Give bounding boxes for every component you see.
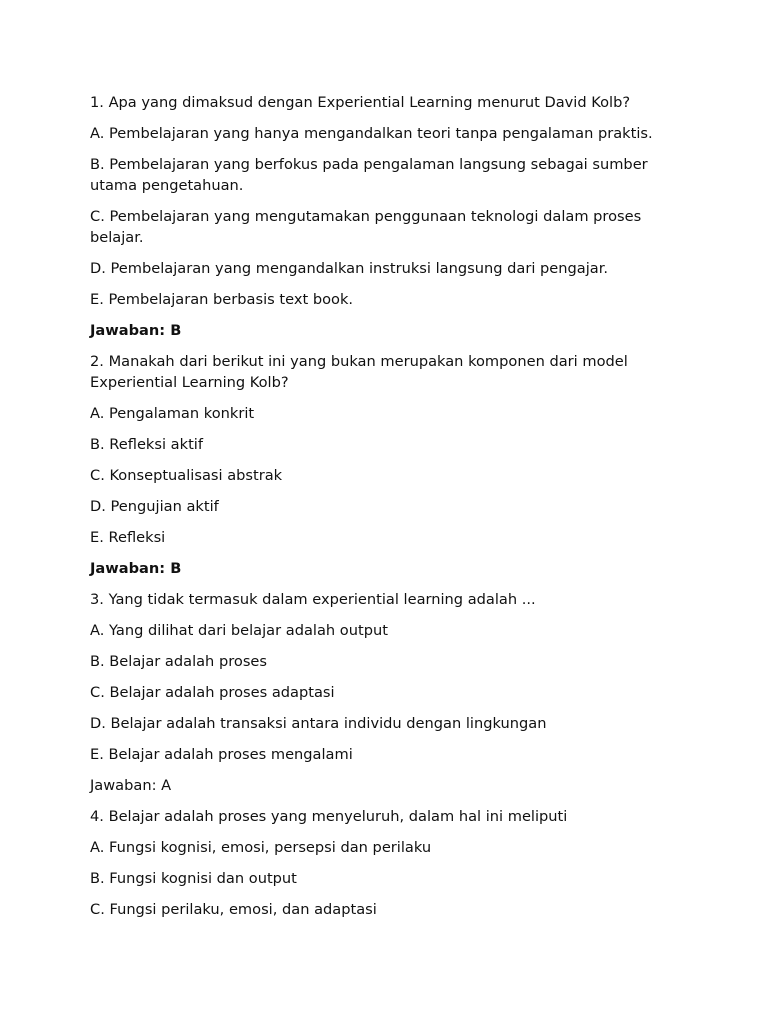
question-1-answer: Jawaban: B [90,322,182,339]
question-3-option-c: C. Belajar adalah proses adaptasi [90,684,335,701]
question-2-option-a: A. Pengalaman konkrit [90,405,255,422]
question-3-option-d: D. Belajar adalah transaksi antara individu dengan lingkungan [90,715,547,732]
question-3-answer: Jawaban: A [90,777,172,794]
question-3-option-a: A. Yang dilihat dari belajar adalah output [90,622,388,639]
question-4-text: 4. Belajar adalah proses yang menyeluruh, dalam hal ini meliputi [90,808,568,825]
question-2-option-d: D. Pengujian aktif [90,498,219,515]
question-2-option-e: E. Refleksi [90,529,166,546]
question-1-option-b: B. Pembelajaran yang berfokus pada pengalaman langsung sebagai sumber utama pengetahuan. [90,156,648,194]
question-4-option-c: C. Fungsi perilaku, emosi, dan adaptasi [90,901,377,918]
question-1-option-e: E. Pembelajaran berbasis text book. [90,291,354,308]
question-2-text: 2. Manakah dari berikut ini yang bukan merupakan komponen dari model Experiential Learning Kolb? [90,353,628,391]
question-4-option-a: A. Fungsi kognisi, emosi, persepsi dan perilaku [90,839,432,856]
question-1-option-d: D. Pembelajaran yang mengandalkan instruksi langsung dari pengajar. [90,260,609,277]
question-1-text: 1. Apa yang dimaksud dengan Experiential Learning menurut David Kolb? [90,94,631,111]
document-body [90,92,680,930]
question-3-option-e: E. Belajar adalah proses mengalami [90,746,353,763]
question-4-option-b: B. Fungsi kognisi dan output [90,870,297,887]
question-1-option-c: C. Pembelajaran yang mengutamakan penggunaan teknologi dalam proses belajar. [90,208,642,246]
question-2-answer: Jawaban: B [90,560,182,577]
question-2-option-b: B. Refleksi aktif [90,436,203,453]
question-3-option-b: B. Belajar adalah proses [90,653,268,670]
question-1-option-a: A. Pembelajaran yang hanya mengandalkan teori tanpa pengalaman praktis. [90,125,653,142]
question-3-text: 3. Yang tidak termasuk dalam experiential learning adalah ... [90,591,536,608]
question-2-option-c: C. Konseptualisasi abstrak [90,467,283,484]
